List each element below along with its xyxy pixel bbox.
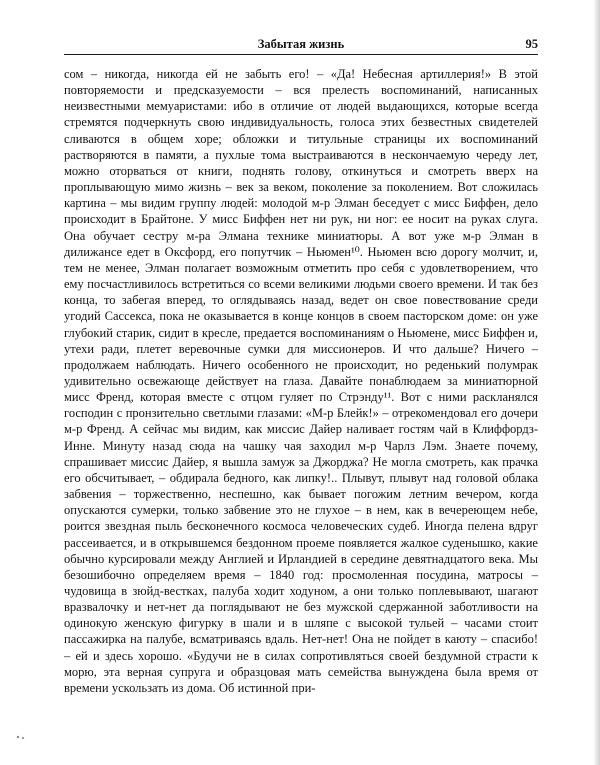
running-head-title: Забытая жизнь	[257, 37, 345, 51]
page-body	[64, 66, 538, 696]
page-header	[64, 36, 538, 52]
header-rule	[64, 54, 538, 55]
page-number: 95	[525, 37, 538, 51]
scan-speckle	[16, 735, 26, 739]
page-content	[64, 36, 538, 696]
scan-edge-shadow	[593, 0, 600, 765]
body-paragraph: сом – никогда, никогда ей не забыть его! – «Да! Небесная артиллерия!» В этой повторяемости и предсказуемости – вся прелесть воспоминаний, написанных неизвестными мемуаристами: ибо в отличие от людей выдающихся, которые всегда стремятся подчеркнуть свою индивидуальность, голоса этих безвестных свидетелей сливаются в общем хоре; обложки и титульные страницы их воспоминаний растворяются в памяти, а пухлые тома выстраиваются в нескончаемую череду лет, можно оторваться от книги, поднять голову, откинуться и смотреть вверх на проплывающую мимо жизнь – век за веком, поколение за поколением. Вот сложилась картина – мы видим группу людей: молодой м-р Элман беседует с мисс Биффен, дело происходит в Брайтоне. У мисс Биффен нет ни рук, ни ног: ее носит на руках слуга. Она обучает сестру м-ра Элмана технике миниатюры. А вот уже м-р Элман в дилижансе едет в Оксфорд, его попутчик – Ньюмен¹⁰. Ньюмен всю дорогу молчит, и, тем не менее, Элман полагает возможным отметить про себя с удовлетворением, что ему посчастливилось встретиться со всеми великими людьми своего времени. И так без конца, то забегая вперед, то оглядываясь назад, ведет он свое повествование среди угодий Сассекса, пока не оказывается в конце концов в своем пасторском доме: он уже глубокий старик, сидит в кресле, предается воспоминаниям о Ньюмене, мисс Биффен и, утехи ради, плетет веревочные сумки для миссионеров. И что дальше? Ничего – продолжаем наблюдать. Ничего особенного не происходит, но реденький полумрак удивительно освежающе действует на глаза. Давайте понаблюдаем за миниатюрной мисс Френд, которая вместе с отцом гуляет по Стрэнду¹¹. Вот с ними раскланялся господин с пронзительно светлыми глазами: «М-р Блейк!» – отрекомендовал его дочери м-р Френд. А сейчас мы видим, как миссис Дайер наливает гостям чай в Клиффордз-Инне. Минуту назад сюда на чашку чая заходил м-р Чарлз Лэм. Знаете почему, спрашивает миссис Дайер, я вышла замуж за Джорджа? Не могла смотреть, как прачка его обсчитывает, – обдирала бедного, как липку!.. Плывут, плывут над головой облака забвения – торжественно, неспешно, как бывает погожим летним вечером, когда опускаются сумерки, только забвение это не глухое – в нем, как в вечереющем небе, роится звездная пыль бесконечного космоса человеческих судеб. Иногда пелена вдруг рассеивается, и в открывшемся бездонном проеме появляется жалкое суденышко, какие обычно курсировали между Англией и Ирландией в середине девятнадцатого века. Мы безошибочно определяем время – 1840 год: просмоленная посудина, матросы – чудовища в зюйд-вестках, палуба ходит ходуном, а они только поплевывают, шагают вразвалочку и нет-нет да поглядывают не без мужской сдержанной заботливости на одинокую женскую фигурку в шали и в шляпе с высокой тульей – часами стоит пассажирка на палубе, всматриваясь вдаль. Нет-нет! Она не пойдет в каюту – спасибо! – ей и здесь хорошо. «Будучи не в силах сопротивляться своей бездумной страсти к морю, эта верная супруга и образцовая мать семейства вынуждена была время от времени ускользать из дома. Об истинной при-	[64, 67, 538, 695]
